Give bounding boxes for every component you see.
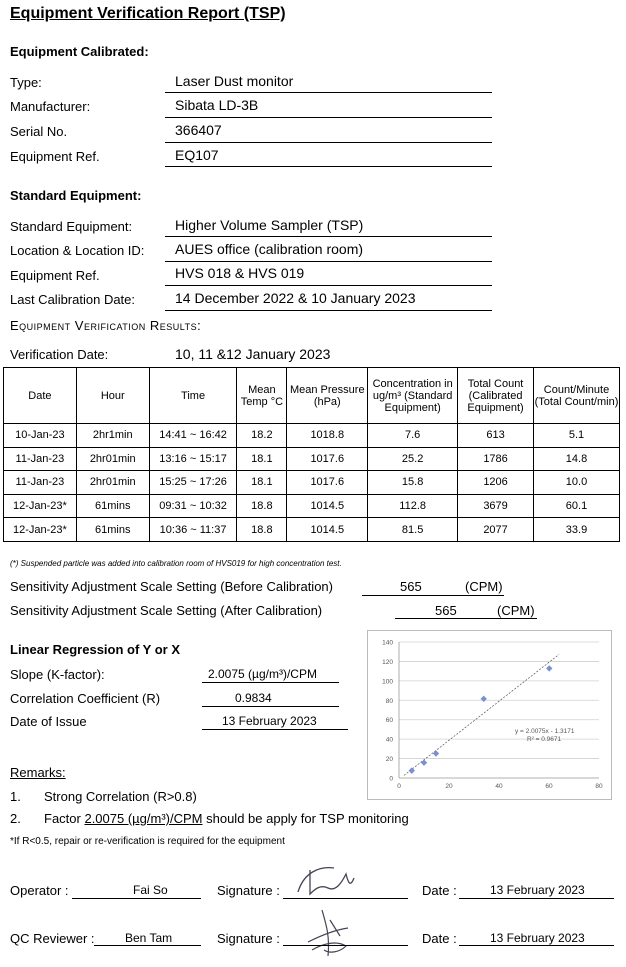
equipment-calibrated-heading: Equipment Calibrated: [10, 44, 149, 59]
cell-time: 13:16 ~ 15:17 [149, 447, 237, 471]
chart-y-tick-label: 140 [382, 639, 393, 647]
operator-name: Fai So [133, 883, 168, 897]
standard-ref-label: Equipment Ref. [10, 268, 100, 283]
type-label: Type: [10, 75, 42, 90]
operator-label: Operator : [10, 883, 69, 898]
chart-x-tick-label: 20 [445, 783, 453, 790]
cell-count-per-minute: 33.9 [534, 518, 620, 542]
col-header-date: Date [4, 368, 77, 424]
cell-date: 10-Jan-23 [4, 424, 77, 448]
cell-temp: 18.8 [237, 494, 287, 518]
remark-2-prefix: Factor [44, 811, 85, 826]
qc-date-value: 13 February 2023 [490, 931, 585, 945]
cell-temp: 18.1 [237, 471, 287, 495]
cell-pressure: 1014.5 [287, 494, 368, 518]
standard-equipment-value: Higher Volume Sampler (TSP) [175, 217, 364, 233]
cell-count-per-minute: 10.0 [534, 471, 620, 495]
report-title: Equipment Verification Report (TSP) [10, 5, 286, 22]
cell-concentration: 7.6 [368, 424, 458, 448]
chart-equation-label: y = 2.0075x - 1.3171 [515, 728, 575, 735]
standard-equipment-underline [165, 236, 492, 237]
manufacturer-value: Sibata LD-3B [175, 97, 259, 113]
chart-x-tick-label: 80 [595, 783, 603, 790]
remark-2-text [44, 811, 409, 826]
operator-signature-underline [283, 898, 408, 899]
slope-label: Slope (K-factor): [10, 667, 105, 682]
cell-date: 12-Jan-23* [4, 518, 77, 542]
cell-total-count: 2077 [458, 518, 534, 542]
table-row [4, 447, 620, 471]
location-value: AUES office (calibration room) [175, 241, 364, 257]
last-calibration-value: 14 December 2022 & 10 January 2023 [175, 290, 416, 306]
operator-date-underline [459, 898, 614, 899]
cell-hour: 2hr01min [76, 471, 149, 495]
slope-underline [202, 682, 339, 683]
cell-total-count: 1206 [458, 471, 534, 495]
chart-x-tick-label: 60 [545, 783, 553, 790]
verification-date-value: 10, 11 &12 January 2023 [175, 346, 331, 362]
cell-pressure: 1014.5 [287, 518, 368, 542]
issue-date-value: 13 February 2023 [222, 714, 317, 728]
operator-date-label: Date : [422, 883, 457, 898]
correlation-value: 0.9834 [235, 691, 272, 705]
cell-total-count: 613 [458, 424, 534, 448]
correlation-underline [202, 706, 339, 707]
last-calibration-label: Last Calibration Date: [10, 292, 136, 307]
manufacturer-underline [165, 117, 492, 118]
location-label: Location & Location ID: [10, 243, 145, 258]
cell-date: 11-Jan-23 [4, 471, 77, 495]
cell-concentration: 112.8 [368, 494, 458, 518]
cell-pressure: 1018.8 [287, 424, 368, 448]
remark-2-suffix: should be apply for TSP monitoring [202, 811, 409, 826]
last-calibration-underline [165, 310, 492, 311]
standard-equipment-label: Standard Equipment: [10, 219, 133, 234]
slope-value: 2.0075 (µg/m³)/CPM [208, 667, 317, 681]
qc-date-underline [459, 945, 614, 946]
sensitivity-after-underline [395, 618, 537, 619]
table-row [4, 494, 620, 518]
cell-count-per-minute: 14.8 [534, 447, 620, 471]
cell-pressure: 1017.6 [287, 447, 368, 471]
type-underline [165, 92, 492, 93]
remarks-heading: Remarks: [10, 765, 66, 780]
sensitivity-after-unit: (CPM) [497, 603, 535, 618]
cell-hour: 2hr1min [76, 424, 149, 448]
issue-date-label: Date of Issue [10, 714, 87, 729]
qc-reviewer-label: QC Reviewer : [10, 931, 95, 946]
operator-date-value: 13 February 2023 [490, 883, 585, 897]
cell-temp: 18.1 [237, 447, 287, 471]
col-header-pressure: Mean Pressure (hPa) [287, 368, 368, 424]
regression-heading: Linear Regression of Y or X [10, 642, 181, 657]
chart-y-tick-label: 20 [385, 756, 393, 764]
remarks-note: *If R<0.5, repair or re-verification is required for the equipment [10, 836, 285, 847]
cell-pressure: 1017.6 [287, 471, 368, 495]
equipment-ref-underline [165, 166, 492, 167]
cell-concentration: 81.5 [368, 518, 458, 542]
table-row [4, 424, 620, 448]
cell-date: 12-Jan-23* [4, 494, 77, 518]
col-header-hour: Hour [76, 368, 149, 424]
cell-total-count: 3679 [458, 494, 534, 518]
qc-reviewer-name: Ben Tam [125, 931, 173, 945]
sensitivity-before-value: 565 [400, 579, 422, 594]
chart-y-tick-label: 60 [385, 717, 393, 725]
verification-results-table [3, 367, 620, 542]
manufacturer-label: Manufacturer: [10, 99, 91, 114]
standard-ref-value: HVS 018 & HVS 019 [175, 265, 305, 281]
cell-time: 15:25 ~ 17:26 [149, 471, 237, 495]
serial-value: 366407 [175, 122, 222, 138]
operator-name-underline [72, 898, 201, 899]
cell-date: 11-Jan-23 [4, 447, 77, 471]
cell-count-per-minute: 5.1 [534, 424, 620, 448]
sensitivity-before-underline [362, 595, 504, 596]
qc-signature-underline [283, 945, 408, 946]
cell-hour: 61mins [76, 494, 149, 518]
chart-y-tick-label: 80 [385, 697, 393, 705]
operator-signature-label: Signature : [217, 883, 280, 898]
table-header-row [4, 368, 620, 424]
standard-equipment-heading: Standard Equipment: [10, 188, 142, 203]
chart-y-tick-label: 0 [389, 775, 393, 783]
issue-date-underline [202, 729, 348, 730]
col-header-time: Time [149, 368, 237, 424]
remark-2-factor: 2.0075 (µg/m³)/CPM [84, 811, 203, 826]
correlation-label: Correlation Coefficient (R) [10, 691, 161, 706]
operator-signature [290, 860, 360, 900]
verification-results-heading: Equipment Verification Results: [10, 318, 202, 333]
type-value: Laser Dust monitor [175, 73, 294, 89]
chart-frame [368, 631, 612, 800]
sensitivity-after-value: 565 [435, 603, 457, 618]
cell-time: 10:36 ~ 11:37 [149, 518, 237, 542]
col-header-temp: Mean Temp °C [237, 368, 287, 424]
serial-underline [165, 142, 492, 143]
table-footnote: (*) Suspended particle was added into calibration room of HVS019 for high concentration test. [10, 559, 342, 568]
cell-total-count: 1786 [458, 447, 534, 471]
cell-hour: 61mins [76, 518, 149, 542]
sensitivity-before-unit: (CPM) [465, 579, 503, 594]
remark-1-text: Strong Correlation (R>0.8) [44, 789, 197, 804]
remark-1-number: 1. [10, 789, 21, 804]
qc-name-underline [94, 945, 201, 946]
cell-hour: 2hr01min [76, 447, 149, 471]
table-row [4, 518, 620, 542]
chart-x-tick-label: 0 [397, 783, 401, 790]
cell-temp: 18.2 [237, 424, 287, 448]
chart-y-tick-label: 100 [382, 678, 393, 686]
col-header-concentration: Concentration in ug/m³ (Standard Equipment) [368, 368, 458, 424]
table-row [4, 471, 620, 495]
remark-2-number: 2. [10, 811, 21, 826]
qc-signature [300, 906, 360, 962]
chart-r2-label: R² = 0.9671 [527, 736, 562, 743]
col-header-count-per-minute: Count/Minute (Total Count/min) [534, 368, 620, 424]
location-underline [165, 261, 492, 262]
chart-x-tick-label: 40 [495, 783, 503, 790]
chart-y-tick-label: 40 [385, 736, 393, 744]
cell-time: 14:41 ~ 16:42 [149, 424, 237, 448]
col-header-total-count: Total Count (Calibrated Equipment) [458, 368, 534, 424]
regression-scatter-chart [367, 630, 612, 800]
sensitivity-before-label: Sensitivity Adjustment Scale Setting (Before Calibration) [10, 579, 333, 594]
cell-count-per-minute: 60.1 [534, 494, 620, 518]
equipment-ref-label: Equipment Ref. [10, 149, 100, 164]
cell-temp: 18.8 [237, 518, 287, 542]
cell-time: 09:31 ~ 10:32 [149, 494, 237, 518]
serial-label: Serial No. [10, 124, 68, 139]
sensitivity-after-label: Sensitivity Adjustment Scale Setting (After Calibration) [10, 603, 323, 618]
chart-y-tick-label: 120 [382, 658, 393, 666]
cell-concentration: 25.2 [368, 447, 458, 471]
cell-concentration: 15.8 [368, 471, 458, 495]
standard-ref-underline [165, 285, 492, 286]
qc-date-label: Date : [422, 931, 457, 946]
qc-signature-label: Signature : [217, 931, 280, 946]
verification-date-label: Verification Date: [10, 347, 109, 362]
equipment-ref-value: EQ107 [175, 147, 219, 163]
